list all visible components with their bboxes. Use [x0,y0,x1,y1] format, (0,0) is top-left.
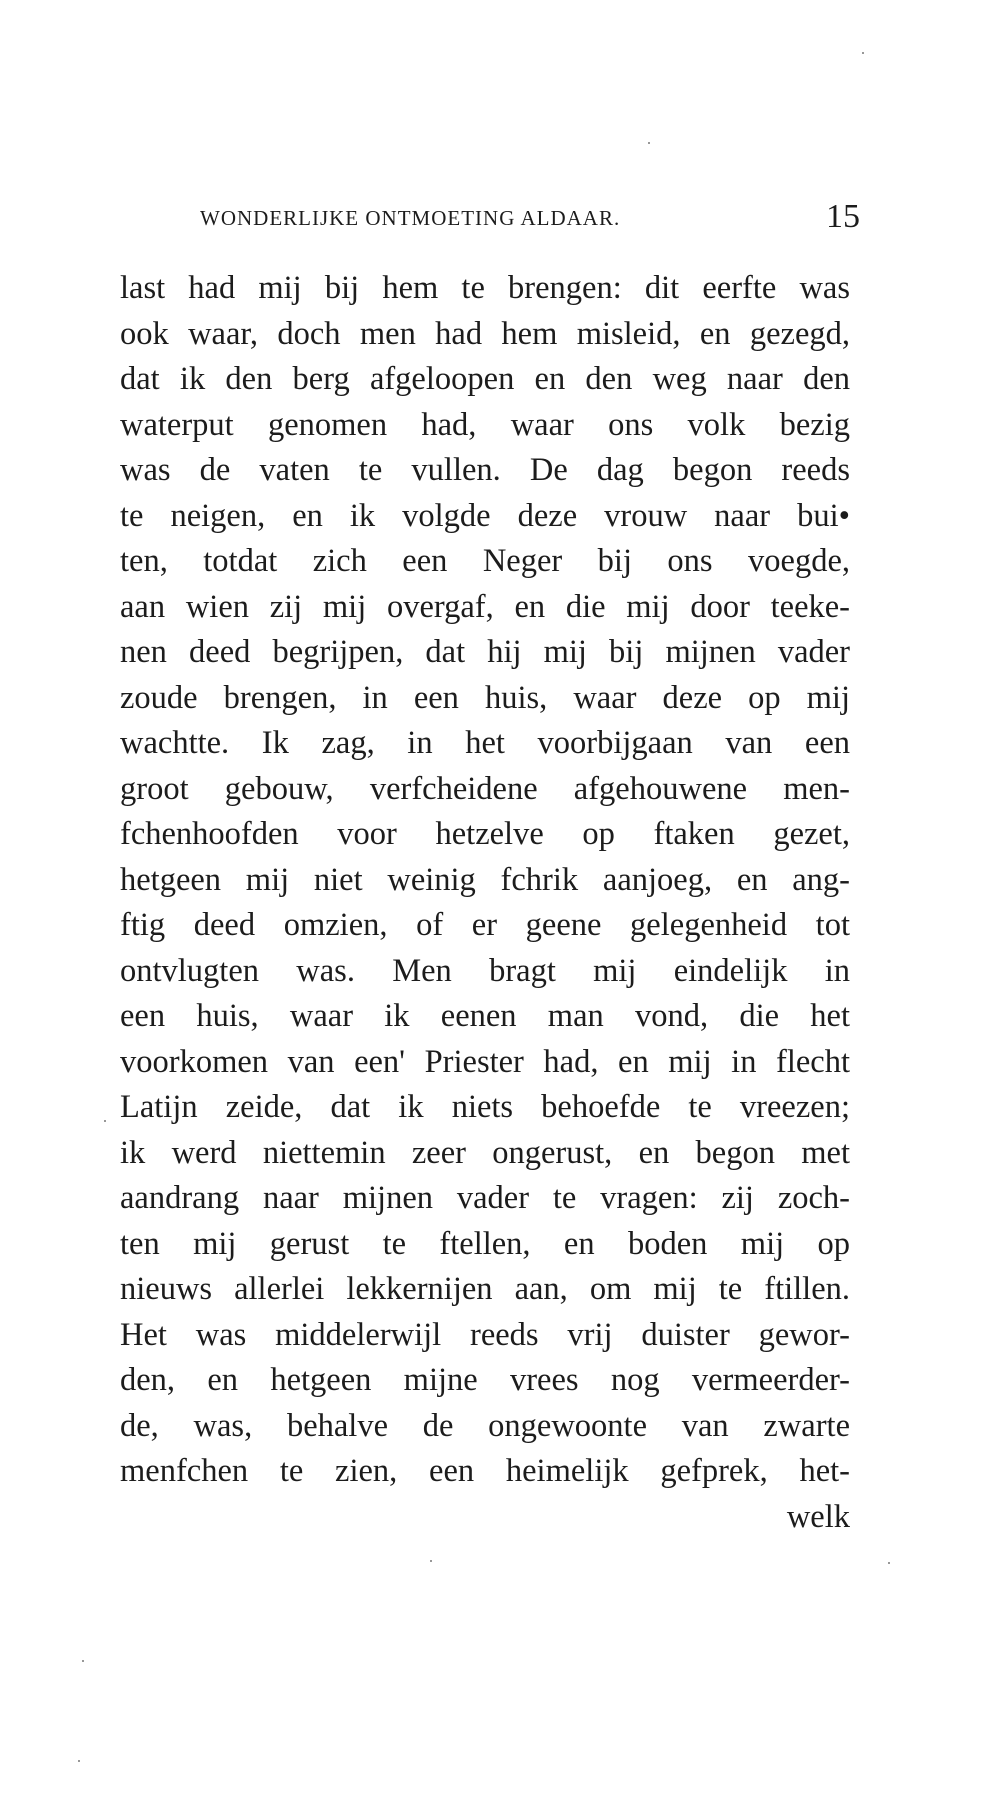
running-head [200,200,860,240]
text-line: een huis, waar ik eenen man vond, die het [120,998,850,1034]
text-line: ik werd niettemin zeer ongerust, en begon met [120,1134,850,1171]
paper-speck [78,1760,80,1762]
text-line: Latijn zeide, dat ik niets behoefde te vreezen; [120,1089,850,1125]
text-line: nieuws allerlei lekkernijen aan, om mij te ftillen. [120,1271,850,1307]
text-line: last had mij bij hem te brengen: dit eerfte was [120,270,850,306]
text-line: groot gebouw, verfcheidene afgehouwene men- [120,770,850,807]
paper-speck [862,52,864,54]
paper-speck [648,142,650,144]
text-line: dat ik den berg afgeloopen en den weg naar den [120,361,850,397]
paper-speck [82,1660,84,1662]
text-line: hetgeen mij niet weinig fchrik aanjoeg, en ang- [120,861,850,898]
text-line: aan wien zij mij overgaf, en die mij door teeke- [120,588,850,625]
text-line: zoude brengen, in een huis, waar deze op mij [120,679,850,716]
running-title: WONDERLIJKE ONTMOETING ALDAAR. [200,206,621,230]
text-line: fchenhoofden voor hetzelve op ftaken gezet, [120,816,850,852]
text-line: ook waar, doch men had hem misleid, en gezegd, [120,315,850,352]
body-text [120,266,850,1540]
paper-speck [430,1560,432,1562]
text-line: de, was, behalve de ongewoonte van zwarte [120,1407,850,1444]
catchword: welk [786,1498,850,1535]
text-line: den, en hetgeen mijne vrees nog vermeerder- [120,1362,850,1398]
text-line: aandrang naar mijnen vader te vragen: zij zoch- [120,1180,850,1216]
text-line: te neigen, en ik volgde deze vrouw naar bui• [120,497,850,534]
text-line: nen deed begrijpen, dat hij mij bij mijnen vader [120,634,850,670]
text-line: waterput genomen had, waar ons volk bezig [120,406,850,443]
text-line: Het was middelerwijl reeds vrij duister gewor- [120,1316,850,1353]
page-number: 15 [826,198,860,235]
text-line: ten, totdat zich een Neger bij ons voegde, [120,543,850,579]
text-line: voorkomen van een' Priester had, en mij in flecht [120,1043,850,1080]
text-line: ten mij gerust te ftellen, en boden mij op [120,1225,850,1262]
text-line: menfchen te zien, een heimelijk gefprek, het- [120,1453,850,1489]
text-line: ftig deed omzien, of er geene gelegenheid tot [120,907,850,943]
text-line: wachtte. Ik zag, in het voorbijgaan van een [120,725,850,761]
text-line: was de vaten te vullen. De dag begon reeds [120,452,850,488]
text-line: ontvlugten was. Men bragt mij eindelijk in [120,952,850,989]
paper-speck [104,1120,106,1122]
paper-speck [888,1562,890,1564]
